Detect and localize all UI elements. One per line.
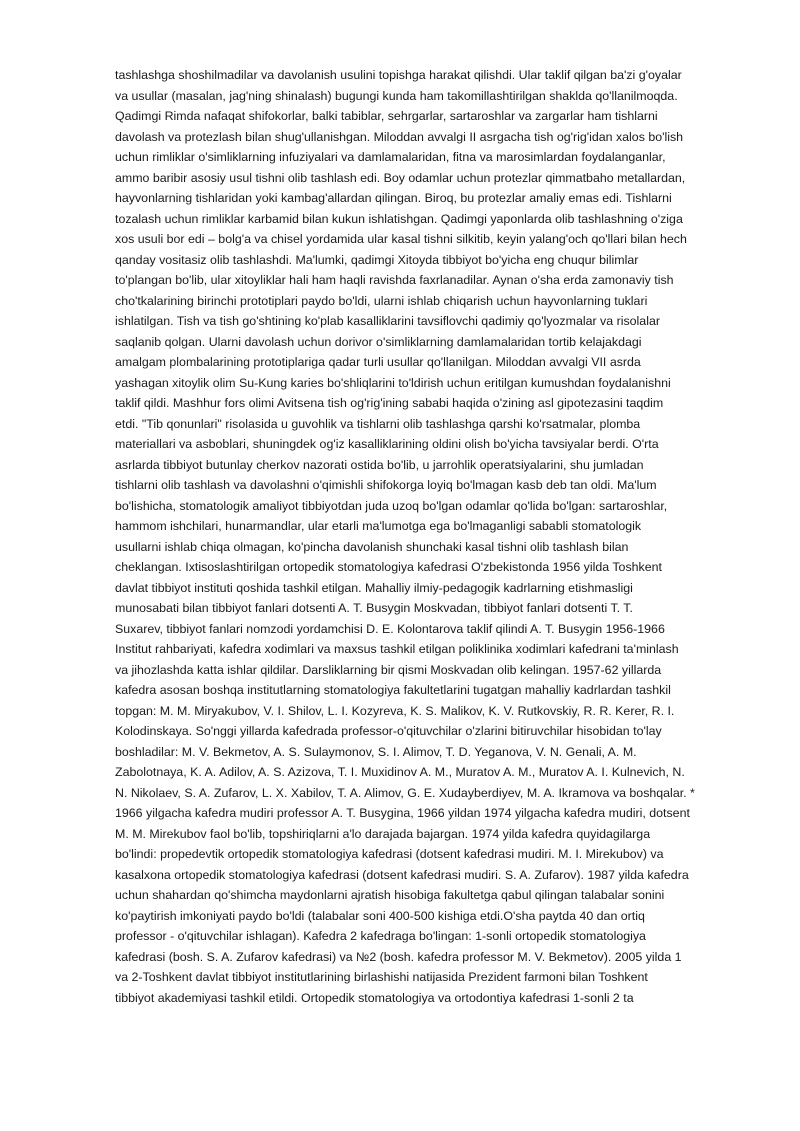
text-line: bo'lishicha, stomatologik amaliyot tibbiyotdan juda uzoq bo'lgan odamlar qo'lida bo'lgan: sartaroshlar, [115,498,668,513]
text-line: materiallari va asboblari, shuningdek og'iz kasalliklarining oldini olish bo'yicha tavsiyalar berdi. O'rta [115,437,659,451]
text-line: kasalxona ortopedik stomatologiya kafedrasi (dotsent kafedrasi mudiri. S. A. Zufarov). 1987 yilda kafedra [115,867,689,882]
text-line: uchun shahardan qo'shimcha maydonlarni ajratish hisobiga fakultetga qabul qilingan talabalar sonini [115,888,665,902]
text-line: va usullar (masalan, jag'ning shinalash) bugungi kunda ham takomillashtirilgan shaklda qo'llanilmoqda. [115,88,678,103]
text-line: Institut rahbariyati, kafedra xodimlari va maxsus tashkil etilgan poliklinika xodimlari kafedrani ta'minlash [115,642,679,656]
text-line: hayvonlarning tishlaridan yoki kambag'allardan qilingan. Biroq, bu protezlar amaliy emas edi. Tishlarni [115,191,672,205]
text-line: kafedrasi (bosh. S. A. Zufarov kafedrasi) va №2 (bosh. kafedra professor M. V. Bekmetov). 2005 yilda 1 [115,949,682,964]
text-line: va 2-Toshkent davlat tibbiyot institutlarining birlashishi natijasida Prezident farmoni bilan Toshkent [115,970,648,984]
text-line: hammom ishchilari, hunarmandlar, ular etarli ma'lumotga ega bo'lmaganligi sababli stomatologik [115,519,642,533]
text-line: ishlatilgan. Tish va tish go'shtining ko'plab kasalliklarini tavsiflovchi qadimiy qo'lyozmalar va risolalar [115,314,660,328]
text-line: Zabolotnaya, K. A. Adilov, A. S. Azizova, T. I. Muxidinov A. M., Muratov A. M., Muratov A. I. Kulnevich, N. [115,765,685,779]
text-line: cho'tkalarining birinchi prototiplari paydo bo'ldi, ularni ishlab chiqarish uchun hayvonlarning tuklari [115,293,648,308]
text-line: kafedra asosan boshqa institutlarning stomatologiya fakultetlarini tugatgan mahalliy kadrlardan tashkil [115,683,671,697]
text-line: uchun rimliklar o'simliklarning infuziyalari va damlamalaridan, fitna va marosimlardan foydalanganlar, [115,150,666,164]
text-line: M. M. Mirekubov faol bo'lib, topshiriqlarni a'lo darajada bajargan. 1974 yilda kafedra quyidagilarga [115,826,651,841]
text-line: va jihozlashda katta ishlar qildilar. Darsliklarning bir qismi Moskvadan olib kelingan. 1957-62 yillarda [115,662,662,677]
text-line: ammo baribir asosiy usul tishni olib tashlash edi. Boy odamlar uchun protezlar qimmatbaho metallardan, [115,170,686,185]
text-line: qanday vositasiz olib tashlashdi. Ma'lumki, qadimgi Xitoyda tibbiyot bo'yicha eng chuqur bilimlar [115,252,639,267]
text-line: davlat tibbiyot instituti qoshida tashkil etilgan. Mahalliy ilmiy-pedagogik kadrlarning etishmasligi [115,580,633,595]
text-line: ko'paytirish imkoniyati paydo bo'ldi (talabalar soni 400-500 kishiga etdi.O'sha paytda 40 dan ortiq [115,908,645,923]
text-line: Qadimgi Rimda nafaqat shifokorlar, balki tabiblar, sehrgarlar, sartaroshlar va zargarlar ham tishlarni [115,109,658,123]
text-line: tibbiyot akademiyasi tashkil etildi. Ortopedik stomatologiya va ortodontiya kafedrasi 1-sonli 2 ta [115,990,634,1005]
text-line: munosabati bilan tibbiyot fanlari dotsenti A. T. Busygin Moskvadan, tibbiyot fanlari dotsenti T. T. [115,601,633,615]
text-line: amalgam plombalarining prototiplariga qadar turli usullar qo'llanilgan. Miloddan avvalgi VII asrda [115,355,641,369]
text-line: professor - o'qituvchilar ishlagan). Kafedra 2 kafedraga bo'lingan: 1-sonli ortopedik stomatologiya [115,929,646,943]
text-line: to'plangan bo'lib, ular xitoyliklar hali ham haqli ravishda faxrlanadilar. Aynan o'sha erda zamonaviy tish [115,273,674,287]
text-line: tozalash uchun rimliklar karbamid bilan kukun ishlatishgan. Qadimgi yaponlarda olib tashlashning o'ziga [115,211,683,226]
text-line: davolash va protezlash bilan shug'ullanishgan. Miloddan avvalgi II asrgacha tish og'rig'idan xalos bo'lish [115,129,684,144]
text-line: usullarni ishlab chiqa olmagan, ko'pincha davolanish shunchaki kasal tishni olib tashlash bilan [115,539,629,554]
text-line: bo'lindi: propedevtik ortopedik stomatologiya kafedrasi (dotsent kafedrasi mudiri. M. I. Mirekubov) va [115,847,664,861]
text-line: topgan: M. M. Miryakubov, V. I. Shilov, L. I. Kozyreva, K. S. Malikov, K. V. Rutkovskiy, R. R. Kerer, R. I. [115,703,675,718]
text-line: Suxarev, tibbiyot fanlari nomzodi yordamchisi D. E. Kolontarova taklif qilindi A. T. Busygin 1956-1966 [115,621,665,636]
text-line: N. Nikolaev, S. A. Zufarov, L. X. Xabilov, T. A. Alimov, G. E. Xudayberdiyev, M. A. Ikramova va boshqalar. * [115,785,695,800]
text-line: 1966 yilgacha kafedra mudiri professor A. T. Busygina, 1966 yildan 1974 yilgacha kafedra mudiri, dotsent [115,806,690,820]
text-line: etdi. "Tib qonunlari" risolasida u guvohlik va tishlarni olib tashlashga qarshi ko'rsatmalar, plomba [115,416,641,431]
text-line: xos usuli bor edi – bolg'a va chisel yordamida ular kasal tishni silkitib, keyin yalang'och qo'llari bilan hech [115,232,687,246]
text-line: cheklangan. Ixtisoslashtirilgan ortopedik stomatologiya kafedrasi O'zbekistonda 1956 yilda Toshkent [115,560,662,574]
text-line: tishlarni olib tashlash va davolashni o'qimishli shifokorga loyiq bo'lmagan kasb deb tan oldi. Ma'lum [115,478,657,492]
text-line: boshladilar: M. V. Bekmetov, A. S. Sulaymonov, S. I. Alimov, T. D. Yeganova, V. N. Genali, A. M. [115,744,637,759]
text-line: tashlashga shoshilmadilar va davolanish usulini topishga harakat qilishdi. Ular taklif qilgan ba'zi g'oyalar [115,68,682,82]
text-line: asrlarda tibbiyot butunlay cherkov nazorati ostida bo'lib, u jarrohlik operatsiyalarini, shu jumladan [115,457,644,472]
text-line: saqlanib qolgan. Ularni davolash uchun dorivor o'simliklarning damlamalaridan tortib kelajakdagi [115,334,642,349]
body-paragraph [115,65,705,1008]
text-line: Kolodinskaya. So'nggi yillarda kafedrada professor-o'qituvchilar o'zlarini bitiruvchilar hisobidan to'lay [115,724,662,738]
text-line: taklif qildi. Mashhur fors olimi Avitsena tish og'rig'ining sababi haqida o'zining asl gipotezasini taqdim [115,396,664,410]
text-line: yashagan xitoylik olim Su-Kung karies bo'shliqlarini to'ldirish uchun eritilgan kumushdan foydalanishni [115,375,671,390]
